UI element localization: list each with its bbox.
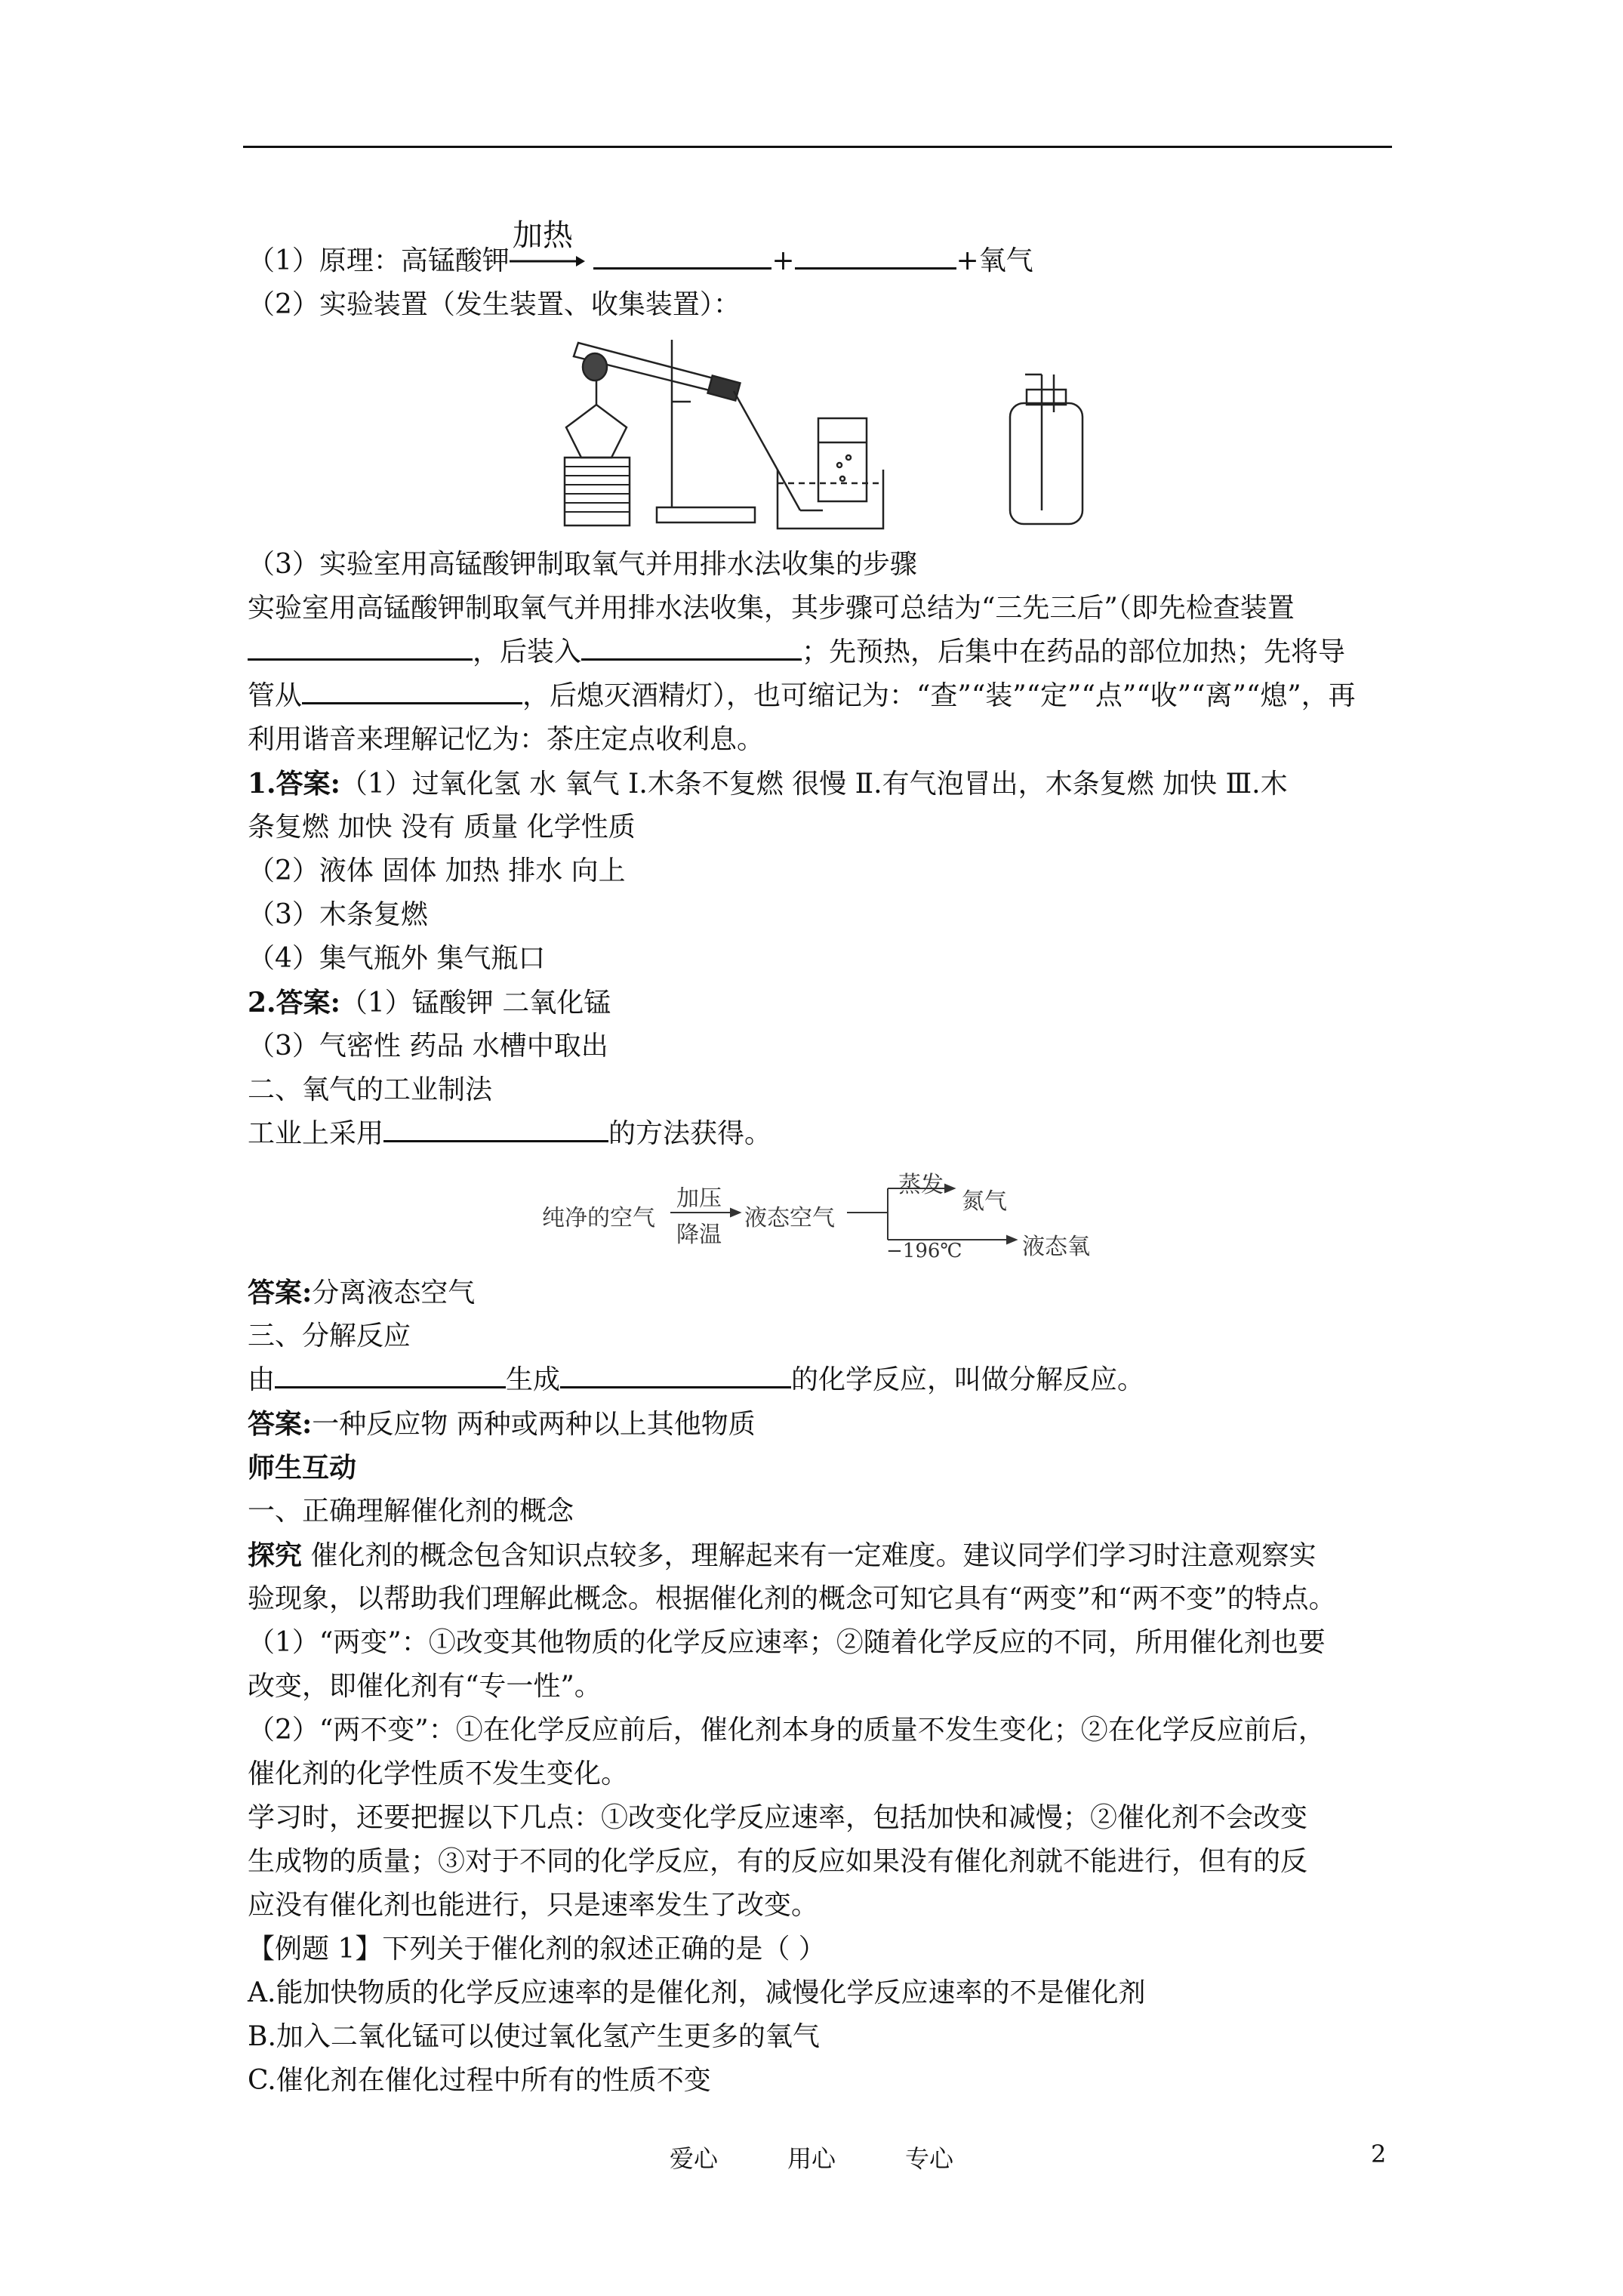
arrow-icon	[510, 254, 585, 269]
plus-oxygen: +氧气	[956, 245, 1033, 276]
example-question: 【例题 1】下列关于催化剂的叙述正确的是（ ）	[248, 1934, 826, 1965]
footer-text: 专心	[905, 2144, 954, 2173]
explore-line1	[248, 1534, 1403, 1577]
flow-branch-top-label: 蒸发	[898, 1172, 944, 1198]
section3-title: 三、分解反应	[248, 1321, 411, 1351]
section2-answer	[248, 1271, 1403, 1314]
section2-question	[248, 1113, 1403, 1155]
explore-label: 探究	[248, 1539, 303, 1571]
flow-cond-top: 加压	[676, 1185, 722, 1212]
learn-line2: 生成物的质量；③对于不同的化学反应，有的反应如果没有催化剂就不能进行，但有的反	[248, 1846, 1308, 1877]
reactant-blank[interactable]	[275, 1359, 506, 1388]
answer1-line1	[248, 763, 1403, 806]
flow-arrows	[542, 1169, 1116, 1267]
answer-label: 答案:	[248, 1277, 313, 1308]
two-change-line1: （1）“两变”：①改变其他物质的化学反应速率；②随着化学反应的不同，所用催化剂也要	[248, 1627, 1326, 1658]
two-change-line2: 改变，即催化剂有“专一性”。	[248, 1671, 602, 1702]
explore-text: 催化剂的概念包含知识点较多，理解起来有一定难度。建议同学们学习时注意观察实	[302, 1540, 1317, 1571]
flow-branch-bottom-result: 液态氧	[1022, 1234, 1090, 1260]
step-blank-load[interactable]	[581, 631, 802, 661]
question-text: 由	[248, 1364, 276, 1395]
answer-label: 2.答案:	[248, 987, 340, 1019]
answer2-line2: （3）气密性 药品 水槽中取出	[248, 1031, 608, 1062]
steps-text: ，后熄灭酒精灯），也可缩记为：“查”“装”“定”“点”“收”“离”“熄”，再	[522, 680, 1356, 711]
plus-sign: +	[771, 245, 795, 276]
steps-para-line2	[248, 631, 1403, 673]
heating-arrow	[510, 218, 585, 278]
product-blank[interactable]	[560, 1359, 791, 1388]
answer-label: 答案:	[248, 1408, 313, 1440]
question-text: 的方法获得。	[608, 1118, 772, 1149]
answer2-line1	[248, 982, 1403, 1025]
steps-para-line3	[248, 675, 1403, 717]
steps-text: 管从	[248, 680, 303, 711]
learn-line1: 学习时，还要把握以下几点：①改变化学反应速率，包括加快和减慢；②催化剂不会改变	[248, 1802, 1308, 1833]
explore-line2: 验现象，以帮助我们理解此概念。根据催化剂的概念可知它具有“两变”和“两不变”的特点。	[248, 1583, 1336, 1614]
footer-text: 用心	[787, 2144, 836, 2173]
flow-cond-bottom: 降温	[676, 1222, 722, 1248]
option-a[interactable]: A.能加快物质的化学反应速率的是催化剂，减慢化学反应速率的不是催化剂	[248, 1977, 1146, 2008]
product-blank-2[interactable]	[795, 240, 956, 270]
steps-text: ，后装入	[473, 636, 582, 667]
question-text: 工业上采用	[248, 1118, 384, 1149]
step-blank-check[interactable]	[248, 631, 473, 661]
section2-title: 二、氧气的工业制法	[248, 1074, 493, 1105]
heating-label: 加热	[512, 218, 573, 253]
answer-text: （1）锰酸钾 二氧化锰	[340, 988, 611, 1019]
method-blank[interactable]	[383, 1113, 608, 1142]
steps-heading: （3）实验室用高锰酸钾制取氧气并用排水法收集的步骤	[248, 549, 917, 580]
industrial-flow-diagram	[542, 1169, 1116, 1267]
header-rule	[243, 146, 1392, 148]
section3-answer	[248, 1403, 1403, 1446]
question-text: 的化学反应，叫做分解反应。	[791, 1364, 1145, 1395]
question-text: 生成	[506, 1364, 561, 1395]
answer1-line4: （3）木条复燃	[248, 899, 428, 930]
steps-para-line1: 实验室用高锰酸钾制取氧气并用排水法收集，其步骤可总结为“三先三后”（即先检查装置	[248, 593, 1295, 624]
two-nochange-line2: 催化剂的化学性质不发生变化。	[248, 1758, 629, 1789]
steps-para-line4: 利用谐音来理解记忆为：茶庄定点收利息。	[248, 724, 765, 755]
flow-branch-top-result: 氮气	[962, 1188, 1007, 1215]
option-c[interactable]: C.催化剂在催化过程中所有的性质不变	[248, 2065, 711, 2096]
principle-prefix: （1）原理：高锰酸钾	[248, 245, 510, 276]
apparatus-figure	[559, 329, 1102, 533]
flow-branch-bottom-label: −196℃	[886, 1240, 962, 1262]
section3-question	[248, 1359, 1403, 1401]
flow-start: 纯净的空气	[542, 1205, 655, 1231]
step-blank-tube[interactable]	[302, 675, 522, 704]
answer-label: 1.答案:	[248, 768, 340, 800]
learn-line3: 应没有催化剂也能进行，只是速率发生了改变。	[248, 1890, 819, 1921]
flow-middle: 液态空气	[744, 1205, 835, 1231]
answer1-line5: （4）集气瓶外 集气瓶口	[248, 943, 546, 974]
interaction-heading: 师生互动	[248, 1452, 357, 1484]
answer1-line3: （2）液体 固体 加热 排水 向上	[248, 855, 626, 886]
page-number: 2	[1371, 2140, 1387, 2168]
product-blank-1[interactable]	[593, 240, 771, 270]
apparatus-heading: （2）实验装置（发生装置、收集装置）：	[248, 289, 741, 320]
subsection1-title: 一、正确理解催化剂的概念	[248, 1496, 574, 1527]
steps-text: ；先预热，后集中在药品的部位加热；先将导	[802, 636, 1346, 667]
answer1-line2: 条复燃 加快 没有 质量 化学性质	[248, 812, 636, 843]
two-nochange-line1: （2）“两不变”：①在化学反应前后，催化剂本身的质量不发生变化；②在化学反应前后，	[248, 1715, 1326, 1746]
footer-text: 爱心	[669, 2144, 718, 2173]
principle-line	[248, 218, 1403, 282]
answer-text: 一种反应物 两种或两种以上其他物质	[312, 1409, 756, 1440]
answer-text: 分离液态空气	[312, 1277, 476, 1308]
answer-text: （1）过氧化氢 水 氧气 Ⅰ.木条不复燃 很慢 Ⅱ.有气泡冒出，木条复燃 加快 Ⅲ.木	[340, 769, 1288, 800]
option-b[interactable]: B.加入二氧化锰可以使过氧化氢产生更多的氧气	[248, 2021, 820, 2052]
